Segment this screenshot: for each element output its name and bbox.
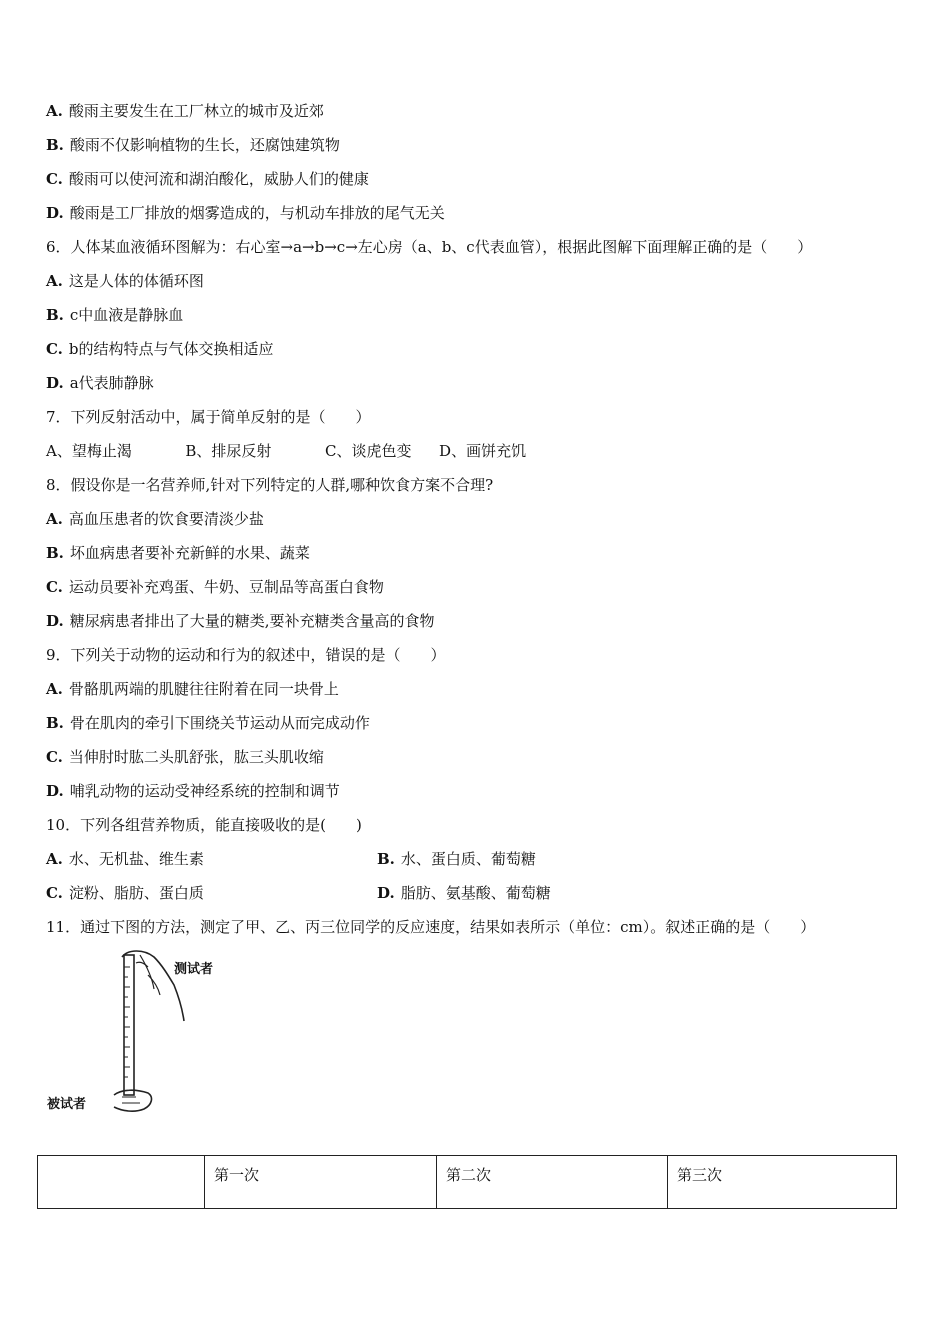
table-header-cell xyxy=(38,1156,205,1209)
q10-option-a xyxy=(46,849,204,869)
q8-option-b xyxy=(46,543,310,563)
option-text: b的结构特点与气体交换相适应 xyxy=(68,340,274,358)
option-text: 酸雨不仅影响植物的生长，还腐蚀建筑物 xyxy=(69,136,340,154)
option-text: 水、无机盐、维生素 xyxy=(68,850,204,868)
q9-stem: 9．下列关于动物的运动和行为的叙述中，错误的是（ ） xyxy=(46,646,446,664)
q7-option-c: C、谈虎色变 xyxy=(325,442,412,460)
option-letter: B. xyxy=(46,136,64,154)
q6-option-a xyxy=(46,271,204,291)
reaction-test-figure xyxy=(44,945,244,1120)
option-letter: C. xyxy=(46,578,63,596)
option-text: 糖尿病患者排出了大量的糖类,要补充糖类含量高的食物 xyxy=(69,612,435,630)
option-text: 这是人体的体循环图 xyxy=(68,272,204,290)
tester-label: 测试者 xyxy=(174,962,214,977)
option-letter: A. xyxy=(46,510,63,528)
option-letter: A. xyxy=(46,272,63,290)
option-letter: C. xyxy=(46,170,63,188)
option-letter: B. xyxy=(46,714,64,732)
q8-option-a xyxy=(46,509,264,529)
q5-option-d xyxy=(46,203,445,223)
q7-stem: 7．下列反射活动中，属于简单反射的是（ ） xyxy=(46,408,371,426)
q8-option-d xyxy=(46,611,434,631)
q8-option-c xyxy=(46,577,384,597)
q5-option-b xyxy=(46,135,340,155)
option-letter: A. xyxy=(46,680,63,698)
option-letter: B. xyxy=(46,306,64,324)
q10-stem: 10．下列各组营养物质，能直接吸收的是( ) xyxy=(46,816,362,834)
option-text: 水、蛋白质、葡萄糖 xyxy=(400,850,536,868)
q6-option-c xyxy=(46,339,274,359)
q7-options xyxy=(46,441,526,461)
option-letter: B. xyxy=(46,544,64,562)
q9-option-b xyxy=(46,713,370,733)
option-letter: D. xyxy=(46,612,64,630)
q8-stem: 8．假设你是一名营养师,针对下列特定的人群,哪种饮食方案不合理? xyxy=(46,476,494,494)
q10-option-c xyxy=(46,883,204,903)
option-letter: D. xyxy=(46,374,64,392)
option-text: 运动员要补充鸡蛋、牛奶、豆制品等高蛋白食物 xyxy=(68,578,384,596)
option-letter: B. xyxy=(377,850,395,868)
option-text: 酸雨可以使河流和湖泊酸化，威胁人们的健康 xyxy=(68,170,369,188)
table-header-row xyxy=(38,1156,897,1209)
q9-option-c xyxy=(46,747,324,767)
q9-option-a xyxy=(46,679,339,699)
option-letter: D. xyxy=(377,884,395,902)
option-text: 酸雨主要发生在工厂林立的城市及近郊 xyxy=(68,102,324,120)
q5-option-a xyxy=(46,101,324,121)
table-header-cell: 第三次 xyxy=(668,1156,897,1209)
q6-option-b xyxy=(46,305,183,325)
option-letter: D. xyxy=(46,204,64,222)
q7-option-d: D、画饼充饥 xyxy=(439,442,527,460)
option-letter: A. xyxy=(46,850,63,868)
option-text: 脂肪、氨基酸、葡萄糖 xyxy=(400,884,551,902)
ruler xyxy=(124,955,134,1095)
option-letter: C. xyxy=(46,748,63,766)
option-letter: D. xyxy=(46,782,64,800)
reaction-results-table xyxy=(37,1155,897,1209)
option-text: 骨骼肌两端的肌腱往往附着在同一块骨上 xyxy=(68,680,339,698)
option-text: c中血液是静脉血 xyxy=(69,306,184,324)
option-letter: C. xyxy=(46,340,63,358)
q6-stem: 6．人体某血液循环图解为：右心室→a→b→c→左心房（a、b、c代表血管），根据此图解下面理解正确的是（ ） xyxy=(46,238,813,256)
option-text: 淀粉、脂肪、蛋白质 xyxy=(68,884,204,902)
table-header-cell: 第二次 xyxy=(437,1156,668,1209)
option-text: 哺乳动物的运动受神经系统的控制和调节 xyxy=(69,782,340,800)
option-letter: C. xyxy=(46,884,63,902)
q9-option-d xyxy=(46,781,340,801)
q7-option-a: A、望梅止渴 xyxy=(46,442,132,460)
subject-label: 被试者 xyxy=(47,1097,87,1112)
q10-option-b xyxy=(377,849,536,869)
q5-option-c xyxy=(46,169,369,189)
option-text: 当伸肘时肱二头肌舒张，肱三头肌收缩 xyxy=(68,748,324,766)
ruler-ticks xyxy=(124,967,130,1077)
q6-option-d xyxy=(46,373,154,393)
q7-option-b: B、排尿反射 xyxy=(185,442,272,460)
option-text: a代表肺静脉 xyxy=(69,374,154,392)
subject-hand xyxy=(114,1090,151,1111)
q11-stem: 11．通过下图的方法，测定了甲、乙、丙三位同学的反应速度，结果如表所示（单位：cm）。叙述正确的是（ ） xyxy=(46,918,816,936)
option-letter: A. xyxy=(46,102,63,120)
table-header-cell: 第一次 xyxy=(205,1156,437,1209)
option-text: 酸雨是工厂排放的烟雾造成的，与机动车排放的尾气无关 xyxy=(69,204,445,222)
option-text: 坏血病患者要补充新鲜的水果、蔬菜 xyxy=(69,544,310,562)
option-text: 骨在肌肉的牵引下围绕关节运动从而完成动作 xyxy=(69,714,370,732)
q10-option-d xyxy=(377,883,551,903)
option-text: 高血压患者的饮食要清淡少盐 xyxy=(68,510,264,528)
